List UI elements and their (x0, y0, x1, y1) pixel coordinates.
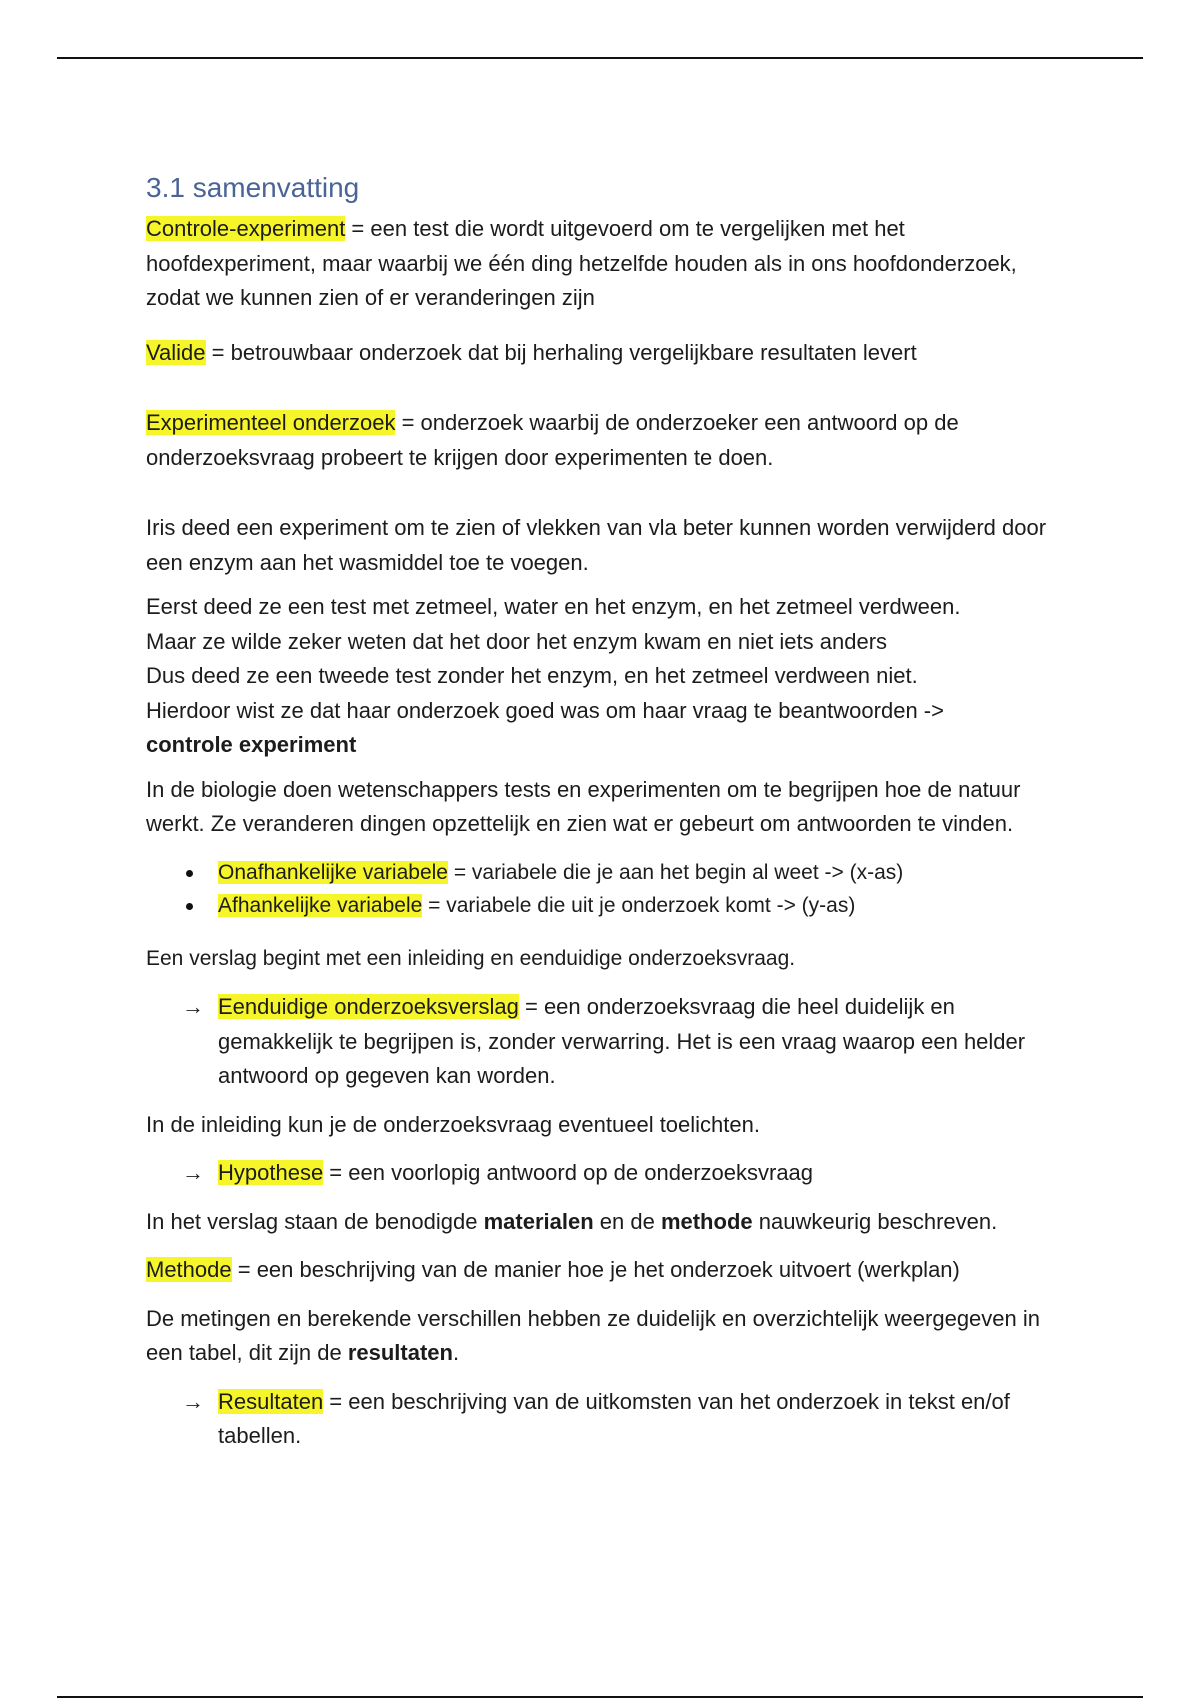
arrow-item-resultaten (146, 1385, 1066, 1454)
text-line: Hierdoor wist ze dat haar onderzoek goed was om haar vraag te beantwoorden -> (146, 697, 944, 723)
bottom-rule (57, 1696, 1143, 1698)
definition-text: = een beschrijving van de uitkomsten van het onderzoek in tekst en/of tabellen. (218, 1388, 1010, 1449)
text-line: Maar ze wilde zeker weten dat het door het enzym kwam en niet iets anders (146, 628, 888, 654)
text-span: nauwkeurig beschreven. (752, 1208, 998, 1234)
variabelen-list (146, 856, 1066, 922)
paragraph-iris: Iris deed een experiment om te zien of vlekken van vla beter kunnen worden verwijderd door een enzym aan het wasmiddel toe te voegen. (146, 515, 1047, 575)
bold-term: materialen (483, 1208, 594, 1234)
list-item (146, 889, 1066, 922)
definition-text: = een test die wordt uitgevoerd om te vergelijken met het hoofdexperiment, maar waarbij we één ding hetzelfde houden als in ons hoofdonderzoek, zodat we kunnen zien of er veranderingen zijn (146, 216, 1017, 311)
definition-experimenteel-onderzoek (146, 406, 1066, 475)
highlighted-term: Afhankelijke variabele (218, 893, 423, 917)
definition-methode (146, 1253, 1066, 1288)
definition-text: = betrouwbaar onderzoek dat bij herhaling vergelijkbare resultaten levert (205, 339, 917, 365)
arrow-right-icon: → (182, 994, 204, 1020)
highlighted-term: Experimenteel onderzoek (146, 410, 396, 436)
definition-text: = een voorlopig antwoord op de onderzoeksvraag (323, 1160, 814, 1186)
definition-text: = onderzoek waarbij de onderzoeker een antwoord op de onderzoeksvraag probeert te krijgen door experimenten te doen. (146, 410, 959, 470)
paragraph-materialen (146, 1205, 1066, 1240)
definition-text: = een beschrijving van de manier hoe je het onderzoek uitvoert (werkplan) (231, 1257, 960, 1283)
definition-controle-experiment (146, 212, 1066, 316)
arrow-item-eenduidig (146, 990, 1066, 1094)
definition-valide (146, 336, 1066, 371)
definition-text: = variabele die je aan het begin al weet -> (x-as) (447, 860, 904, 884)
bold-term: resultaten (347, 1340, 453, 1366)
highlighted-term: Methode (146, 1257, 232, 1283)
definition-text: = variabele die uit je onderzoek komt -> (y-as) (422, 893, 856, 917)
highlighted-term: Hypothese (218, 1160, 324, 1186)
document-body (146, 170, 1066, 1454)
arrow-right-icon: → (182, 1388, 204, 1414)
bold-term: methode (660, 1208, 753, 1234)
highlighted-term: Valide (146, 339, 206, 365)
top-rule (57, 57, 1143, 59)
text-span: In het verslag staan de benodigde (146, 1208, 484, 1234)
highlighted-term: Controle-experiment (146, 216, 346, 242)
paragraph-inleiding: In de inleiding kun je de onderzoeksvraag eventueel toelichten. (146, 1111, 760, 1137)
paragraph-metingen (146, 1302, 1066, 1371)
text-span: . (452, 1340, 460, 1366)
list-item (146, 856, 1066, 889)
bold-term: controle experiment (146, 732, 357, 758)
text-line: Eerst deed ze een test met zetmeel, water en het enzym, en het zetmeel verdween. (146, 594, 961, 620)
arrow-right-icon: → (182, 1160, 204, 1186)
highlighted-term: Onafhankelijke variabele (218, 860, 448, 884)
page-title: 3.1 samenvatting (146, 172, 360, 203)
highlighted-term: Eenduidige onderzoeksverslag (218, 994, 519, 1020)
text-line: Dus deed ze een tweede test zonder het enzym, en het zetmeel verdween niet. (146, 663, 918, 689)
text-span: De metingen en berekende verschillen hebben ze duidelijk en overzichtelijk weergegeven in een tabel, dit zijn de (146, 1305, 1040, 1366)
definition-text: = een onderzoeksvraag die heel duidelijk en gemakkelijk te begrijpen is, zonder verwarring. Het is een vraag waarop een helder antwoord op gegeven kan worden. (218, 994, 1026, 1089)
highlighted-term: Resultaten (218, 1388, 324, 1414)
arrow-item-hypothese (146, 1156, 1066, 1191)
paragraph-verslag-intro: Een verslag begint met een inleiding en eenduidige onderzoeksvraag. (146, 946, 796, 970)
text-span: en de (593, 1208, 661, 1234)
paragraph-eerst (146, 590, 1066, 763)
paragraph-biologie: In de biologie doen wetenschappers tests en experimenten om te begrijpen hoe de natuur werkt. Ze veranderen dingen opzettelijk en zien wat er gebeurt om antwoorden te vinden. (146, 776, 1021, 837)
